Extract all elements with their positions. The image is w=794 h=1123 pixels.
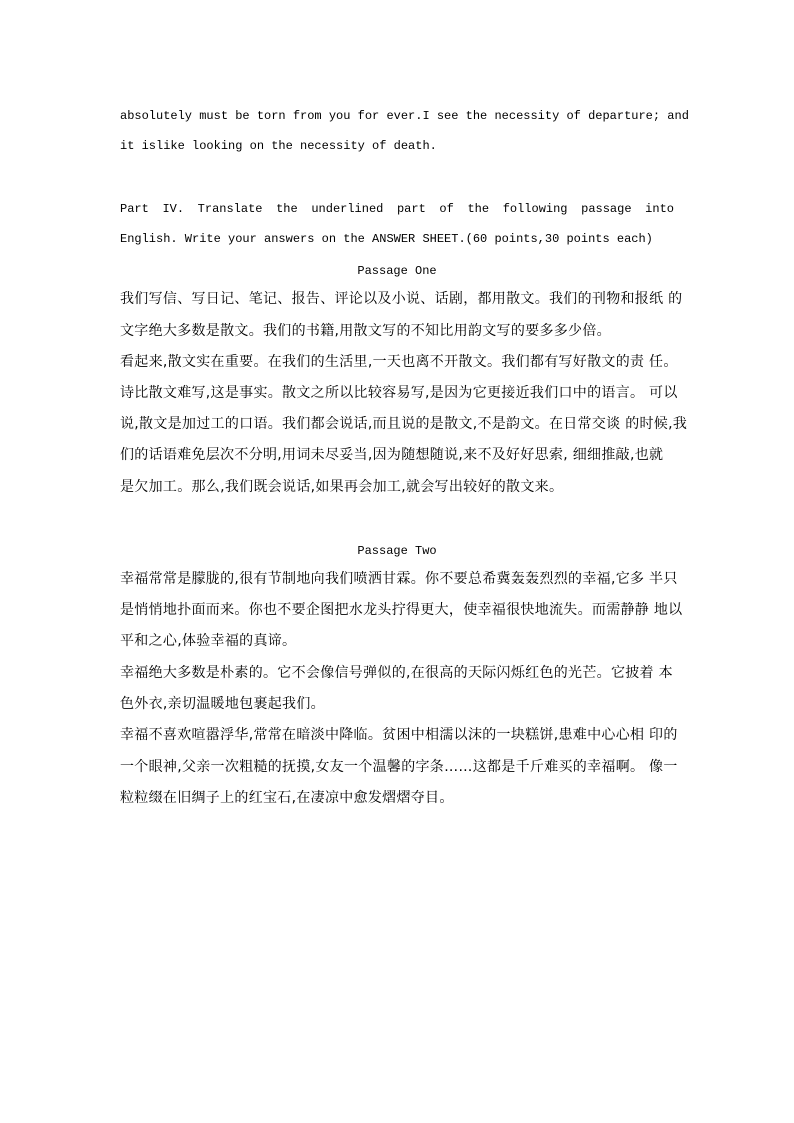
part4-word: of xyxy=(439,202,454,216)
part4-word: the xyxy=(467,202,490,216)
part4-word: following xyxy=(502,202,568,216)
passage-one-line: 们的话语难免层次不分明,用词未尽妥当,因为随想随说,来不及好好思索, 细细推敲,也就 xyxy=(120,447,664,463)
passage-two-line: 色外衣,亲切温暖地包裹起我们。 xyxy=(120,696,325,712)
passage-two-line: 幸福绝大多数是朴素的。它不会像信号弹似的,在很高的天际闪烁红色的光芒。它披着 本 xyxy=(120,665,673,681)
passage-two-line: 是悄悄地扑面而来。你也不要企图把水龙头拧得更大，使幸福很快地流失。而需静静 地以 xyxy=(120,602,683,618)
passage-two-line: 幸福常常是朦胧的,很有节制地向我们喷洒甘霖。你不要总希冀轰轰烈烈的幸福,它多 半只 xyxy=(120,571,678,587)
part4-word: Translate xyxy=(197,202,263,216)
intro-line-2: it islike looking on the necessity of death. xyxy=(120,139,437,153)
part4-word: Part xyxy=(120,202,149,216)
passage-one-line: 诗比散文难写,这是事实。散文之所以比较容易写,是因为它更接近我们口中的语言。 可以 xyxy=(120,385,678,401)
passage-one-line: 我们写信、写日记、笔记、报告、评论以及小说、话剧，都用散文。我们的刊物和报纸 的 xyxy=(120,291,683,307)
passage-one-line: 看起来,散文实在重要。在我们的生活里,一天也离不开散文。我们都有写好散文的责 任。 xyxy=(120,354,678,370)
passage-one-line: 文字绝大多数是散文。我们的书籍,用散文写的不知比用韵文写的要多多少倍。 xyxy=(120,323,611,339)
part4-instruction-line-1 xyxy=(120,201,674,217)
passage-two-line: 幸福不喜欢喧嚣浮华,常常在暗淡中降临。贫困中相濡以沫的一块糕饼,患难中心心相 印的 xyxy=(120,727,678,743)
passage-one-line: 说,散文是加过工的口语。我们都会说话,而且说的是散文,不是韵文。在日常交谈 的时候,我 xyxy=(120,416,688,432)
passage-two-line: 粒粒缀在旧绸子上的红宝石,在凄凉中愈发熠熠夺目。 xyxy=(120,790,454,806)
passage-one-title: Passage One xyxy=(357,264,437,278)
part4-word: into xyxy=(645,202,674,216)
passage-two-line: 一个眼神,父亲一次粗糙的抚摸,女友一个温馨的字条……这都是千斤难买的幸福啊。 像一 xyxy=(120,759,678,775)
intro-line-1: absolutely must be torn from you for ever.I see the necessity of departure; and xyxy=(120,109,689,123)
passage-two-line: 平和之心,体验幸福的真谛。 xyxy=(120,633,297,649)
part4-word: part xyxy=(396,202,426,216)
passage-two-title: Passage Two xyxy=(357,544,437,558)
part4-word: the xyxy=(276,202,298,216)
part4-word: IV. xyxy=(162,202,185,216)
part4-instruction-line-2: English. Write your answers on the ANSWER SHEET.(60 points,30 points each) xyxy=(120,232,653,246)
passage-one-line: 是欠加工。那么,我们既会说话,如果再会加工,就会写出较好的散文来。 xyxy=(120,479,564,495)
part4-word: passage xyxy=(581,202,632,216)
part4-word: underlined xyxy=(311,202,384,216)
